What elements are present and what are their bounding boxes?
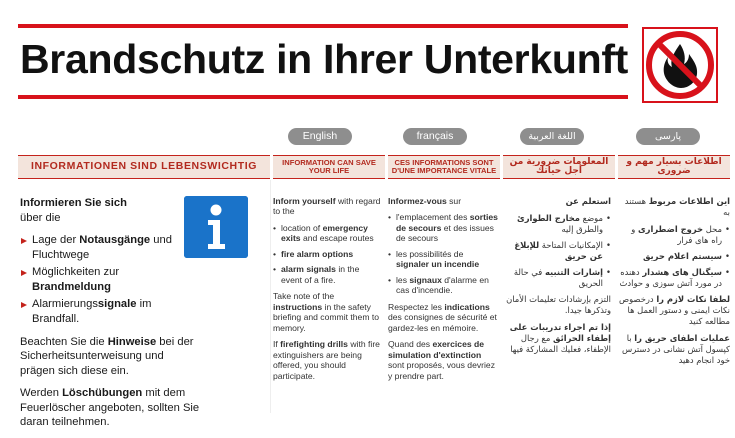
french-column: [388, 196, 498, 387]
bottom-red-rule: [18, 95, 628, 99]
de-paragraph-drills: Werden Löschübungen mit dem Feuerlöscher angeboten, sollten Sie daran teilnehmen.: [20, 387, 200, 429]
list-item: • alarm signals in the event of a fire.: [273, 264, 381, 285]
de-intro: [20, 196, 200, 225]
section-heading-fr-text: CES INFORMATIONS SONT D'UNE IMPORTANCE VITALE: [391, 158, 497, 175]
list-item: Möglichkeiten zur Brandmeldung: [20, 265, 200, 294]
list-item: • les possibilités de signaler un incendie: [388, 249, 498, 270]
ar-intro: استعلم عن: [565, 196, 611, 206]
list-item: • الإمكانيات المتاحة للإبلاغ عن حريق: [503, 240, 611, 262]
list-item: • إشارات التنبيه في حالة الحريق: [503, 267, 611, 289]
section-heading-ar: [503, 155, 615, 179]
language-label-arabic: اللغة العربية: [520, 128, 584, 145]
language-label-english: English: [288, 128, 352, 145]
top-red-rule: [18, 24, 628, 28]
no-open-fire-icon: [642, 27, 718, 103]
list-item: • سیستم اعلام حریق: [618, 251, 730, 262]
en-paragraph-drills: If firefighting drills with fire extinguishers are being offered, you should participate.: [273, 339, 380, 381]
en-paragraph-instructions: Take note of the instructions in the safety briefing and commit them to memory.: [273, 291, 380, 333]
english-column: [273, 196, 381, 387]
fa-list: [618, 224, 730, 289]
section-heading-fa: [618, 155, 730, 179]
section-heading-fr: [388, 155, 500, 179]
list-item: • محل خروج اضطراری و راه های فرار: [618, 224, 730, 246]
section-heading-de: [18, 155, 270, 179]
fr-paragraph-instructions: Respectez les indications des consignes de sécurité et gardez-les en mémoire.: [388, 301, 497, 333]
info-icon: [184, 196, 248, 258]
german-column: [20, 196, 200, 438]
section-heading-ar-text: المعلومات ضرورية من أجل حياتك: [509, 156, 609, 176]
ar-paragraph-instructions: التزم بإرشادات تعليمات الأمان وتذكرها جيدا.: [506, 294, 611, 316]
section-heading-fa-text: اطلاعات بسیار مهم و ضروری: [626, 156, 722, 176]
page-title: Brandschutz in Ihrer Unterkunft: [20, 36, 629, 82]
ar-list: [503, 213, 611, 289]
list-item: • location of emergency exits and escape routes: [273, 223, 381, 244]
list-item: • l'emplacement des sorties de secours et des issues de secours: [388, 212, 498, 243]
section-heading-en: [273, 155, 385, 179]
fr-intro: Informez-vous sur: [388, 196, 462, 206]
en-intro: Inform yourself with regard to the: [273, 196, 381, 217]
fa-intro: این اطلاعات مربوط هستند به: [624, 196, 730, 217]
list-item: • سیگنال های هشدار دهنده در مورد آتش سوزی و حوادث: [618, 267, 730, 289]
fa-paragraph-drills: عملیات اطفای حریق را با کپسول آتش نشانی در دسترس خود انجام دهید: [622, 333, 730, 366]
de-intro-bold: Informieren Sie sich: [20, 197, 127, 209]
arabic-column: [503, 196, 611, 361]
de-paragraph-instructions: Beachten Sie die Hinweise bei der Sicherheitsunterweisung und prägen sich diese ein.: [20, 335, 194, 377]
list-item: • fire alarm options: [273, 249, 381, 259]
column-divider: [270, 180, 271, 413]
section-heading-de-text: INFORMATIONEN SIND LEBENSWICHTIG: [30, 160, 258, 173]
de-intro-rest: über die: [20, 211, 61, 224]
list-item: • موضع مخارج الطوارئ والطرق إليه: [503, 213, 611, 235]
en-list: [273, 223, 381, 285]
language-label-french: français: [403, 128, 467, 145]
persian-column: [618, 196, 730, 372]
list-item: Alarmierungssignale im Brandfall.: [20, 297, 200, 326]
section-heading-en-text: INFORMATION CAN SAVE YOUR LIFE: [282, 158, 376, 175]
fr-paragraph-drills: Quand des exercices de simulation d'extinction sont proposés, vous devriez y prendre part.: [388, 339, 496, 381]
fa-paragraph-instructions: لطفا نکات لازم را درخصوص نکات ایمنی و دستور العمل ها مطالعه کنید: [618, 294, 730, 327]
fr-list: [388, 212, 498, 295]
de-list: [20, 233, 200, 326]
ar-paragraph-drills: إذا تم اجراء تدريبات على إطفاء الحرائق مع رجال الإطفاء، فعليك المشاركة فيها: [509, 322, 611, 355]
list-item: Lage der Notausgänge und Fluchtwege: [20, 233, 200, 262]
language-label-persian: پارسی: [636, 128, 700, 145]
list-item: • les signaux d'alarme en cas d'incendie.: [388, 275, 498, 296]
